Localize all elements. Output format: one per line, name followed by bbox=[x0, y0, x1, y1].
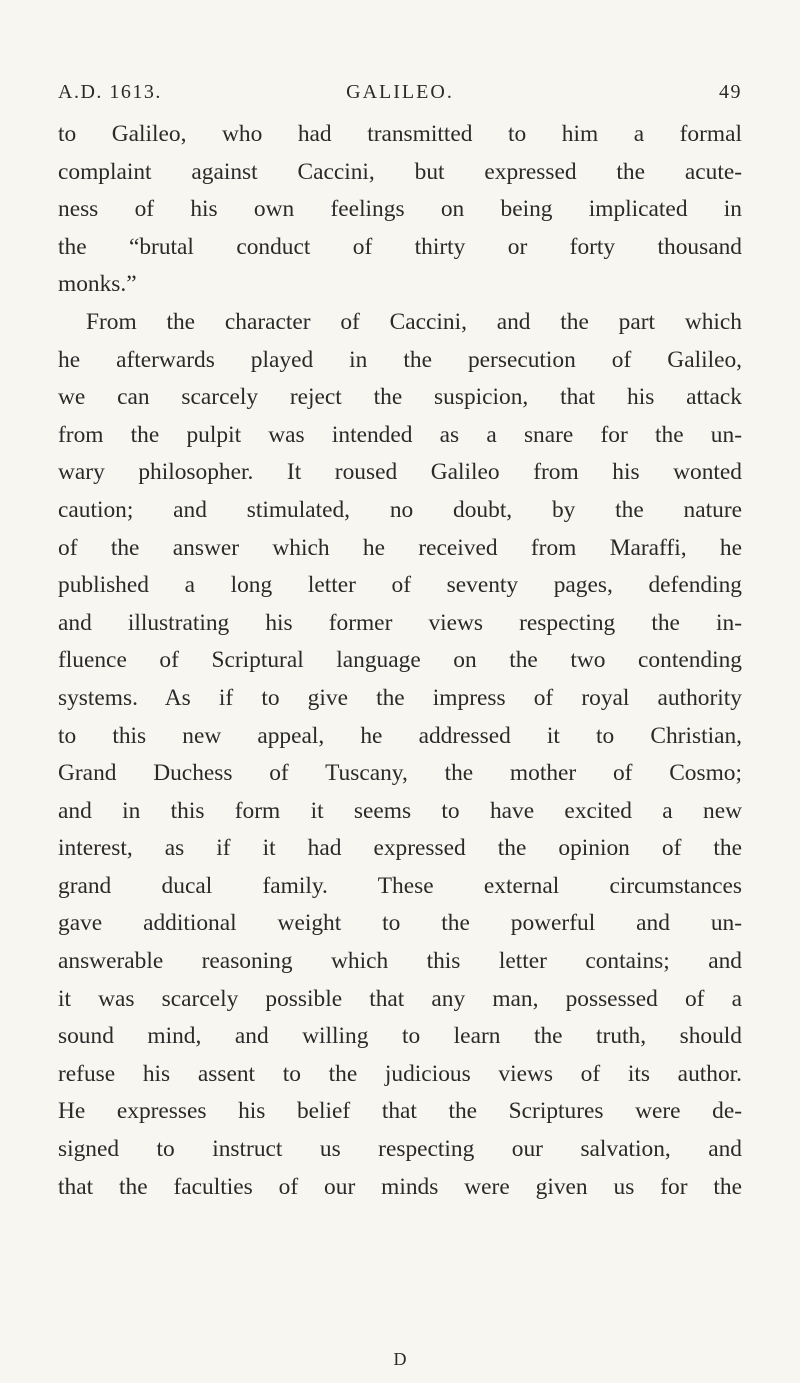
text-line: refuse his assent to the judicious views of its author. bbox=[58, 1060, 742, 1087]
text-line: that the faculties of our minds were given us for the bbox=[58, 1173, 742, 1200]
text-line: he afterwards played in the persecution of Galileo, bbox=[58, 346, 742, 373]
text-line: grand ducal family. These external circumstances bbox=[58, 872, 742, 899]
signature-mark: D bbox=[393, 1349, 407, 1369]
text-line: monks.” bbox=[58, 271, 137, 298]
text-line: to this new appeal, he addressed it to Christian, bbox=[58, 722, 742, 749]
text-line: fluence of Scriptural language on the two contending bbox=[58, 647, 742, 674]
text-line: complaint against Caccini, but expressed the acute- bbox=[58, 158, 742, 185]
text-line: He expresses his belief that the Scriptures were de- bbox=[58, 1098, 742, 1125]
text-line: the “brutal conduct of thirty or forty thousand bbox=[58, 233, 742, 260]
page-number: 49 bbox=[719, 81, 742, 103]
text-line: to Galileo, who had transmitted to him a formal bbox=[58, 121, 742, 147]
running-head-date: A.D. 1613. bbox=[58, 81, 162, 103]
body-text bbox=[58, 116, 742, 1206]
text-line: wary philosopher. It roused Galileo from his wonted bbox=[58, 459, 742, 486]
text-line: it was scarcely possible that any man, possessed of a bbox=[58, 985, 742, 1012]
text-line: Grand Duchess of Tuscany, the mother of Cosmo; bbox=[58, 760, 742, 787]
text-line: and in this form it seems to have excited a new bbox=[58, 797, 742, 824]
running-head bbox=[58, 81, 742, 111]
text-line: from the pulpit was intended as a snare for the un- bbox=[58, 421, 742, 448]
text-line: answerable reasoning which this letter contains; and bbox=[58, 948, 742, 975]
text-line: of the answer which he received from Maraffi, he bbox=[58, 534, 742, 561]
text-line: interest, as if it had expressed the opinion of the bbox=[58, 835, 742, 862]
text-line: From the character of Caccini, and the part which bbox=[86, 308, 742, 335]
text-line: caution; and stimulated, no doubt, by the nature bbox=[58, 496, 742, 523]
text-line: signed to instruct us respecting our salvation, and bbox=[58, 1136, 742, 1163]
text-line: published a long letter of seventy pages, defending bbox=[58, 572, 742, 599]
text-line: ness of his own feelings on being implicated in bbox=[58, 196, 742, 223]
text-line: and illustrating his former views respecting the in- bbox=[58, 609, 742, 636]
text-line: gave additional weight to the powerful and un- bbox=[58, 910, 742, 937]
text-line: we can scarcely reject the suspicion, that his attack bbox=[58, 384, 742, 411]
text-line: sound mind, and willing to learn the truth, should bbox=[58, 1023, 742, 1050]
text-line: systems. As if to give the impress of royal authority bbox=[58, 684, 742, 711]
running-head-title: GALILEO. bbox=[346, 81, 454, 103]
